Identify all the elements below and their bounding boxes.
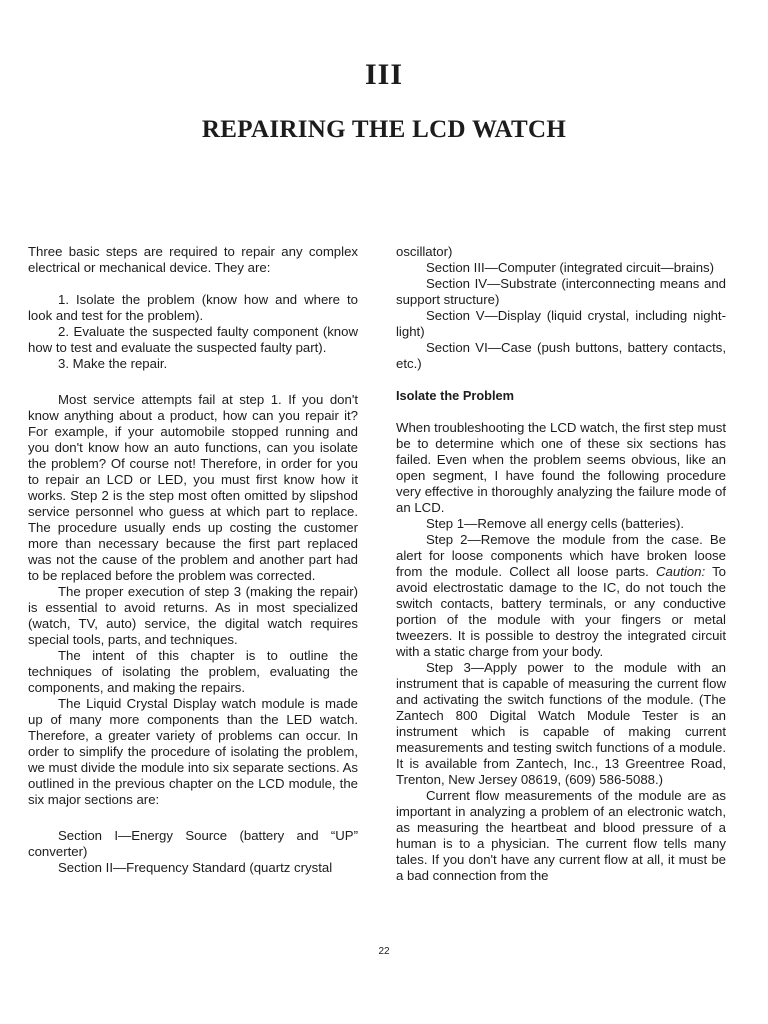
section-list-item: Section V—Display (liquid crystal, including night-light) — [396, 308, 726, 339]
step-paragraph — [396, 532, 726, 660]
step-text: Step 2—Remove the module from the case. Be alert for loose components which have broken loose from the module. Collect all loose parts. — [396, 532, 726, 579]
body-paragraph: When troubleshooting the LCD watch, the first step must be to determine which one of these six sections has failed. Even when the problem seems obvious, like an open segment, I have found the following procedure very effective in thoroughly analyzing the failure mode of an LCD. — [396, 420, 726, 515]
step-list-item: 3. Make the repair. — [58, 356, 168, 371]
step-paragraph: Step 3—Apply power to the module with an instrument that is capable of measuring the current flow and activating the switch functions of the module. (The Zantech 800 Digital Watch Module Tester is an instrument which is capable of making current measurements and testing switch functions of a module. It is available from Zantech, Inc., 13 Greentree Road, Trenton, New Jersey 08619, (609) 586-5088.) — [396, 660, 726, 787]
body-paragraph: Current flow measurements of the module are as important in analyzing a problem of an electronic watch, as measuring the heartbeat and blood pressure of a human is to a physician. The current flow tells many tales. If you don't have any current flow at all, it must be a bad connection from the — [396, 788, 726, 883]
body-paragraph: The intent of this chapter is to outline the techniques of isolating the problem, evaluating the components, and making the repairs. — [28, 648, 358, 695]
page-number: 22 — [378, 946, 390, 957]
left-column — [28, 244, 358, 876]
right-column — [396, 244, 726, 884]
section-list-item: Section VI—Case (push buttons, battery contacts, etc.) — [396, 340, 726, 371]
intro-paragraph: Three basic steps are required to repair any complex electrical or mechanical device. They are: — [28, 244, 358, 275]
body-paragraph: Most service attempts fail at step 1. If you don't know anything about a product, how can you repair it? For example, if your automobile stopped running and you don't know how an auto functions, can you isolate the problem? Of course not! Therefore, in order for you to repair an LCD or LED, you must first know how it works. Step 2 is the step most often omitted by slipshod service personnel who guess at which part to replace. The procedure usually ends up costing the customer more than necessary because the first part replaced was not the cause of the problem and another part had to be replaced before the problem was corrected. — [28, 392, 358, 583]
caution-label: Caution: — [656, 564, 706, 579]
section-list-item: Section I—Energy Source (battery and “UP” converter) — [28, 828, 358, 859]
section-list-item: Section IV—Substrate (interconnecting means and support structure) — [396, 276, 726, 307]
step-paragraph: Step 1—Remove all energy cells (batteries). — [426, 516, 684, 531]
section-list-item: Section III—Computer (integrated circuit—brains) — [426, 260, 715, 275]
section-list-item: Section II—Frequency Standard (quartz crystal — [58, 860, 333, 875]
section-list-item: oscillator) — [396, 244, 453, 259]
chapter-title: REPAIRING THE LCD WATCH — [201, 116, 567, 143]
body-paragraph: The Liquid Crystal Display watch module is made up of many more components than the LED watch. Therefore, a greater variety of problems can occur. In order to simplify the procedure of isolating the problem, we must divide the module into six separate sections. As outlined in the previous chapter on the LCD module, the six major sections are: — [28, 696, 358, 807]
chapter-number: III — [364, 58, 404, 91]
section-heading: Isolate the Problem — [396, 388, 515, 403]
caution-text: To avoid electrostatic damage to the IC, do not touch the switch contacts, battery terminals, or any conductive portion of the module with your fingers or metal tweezers. It is possible to destroy the integrated circuit with a static charge from your body. — [396, 564, 727, 659]
body-paragraph: The proper execution of step 3 (making the repair) is essential to avoid returns. As in most specialized (watch, TV, auto) service, the digital watch requires special tools, parts, and techniques. — [28, 584, 358, 647]
step-list-item: 1. Isolate the problem (know how and where to look and test for the problem). — [28, 292, 358, 323]
step-list-item: 2. Evaluate the suspected faulty component (know how to test and evaluate the suspected faulty part). — [28, 324, 358, 355]
